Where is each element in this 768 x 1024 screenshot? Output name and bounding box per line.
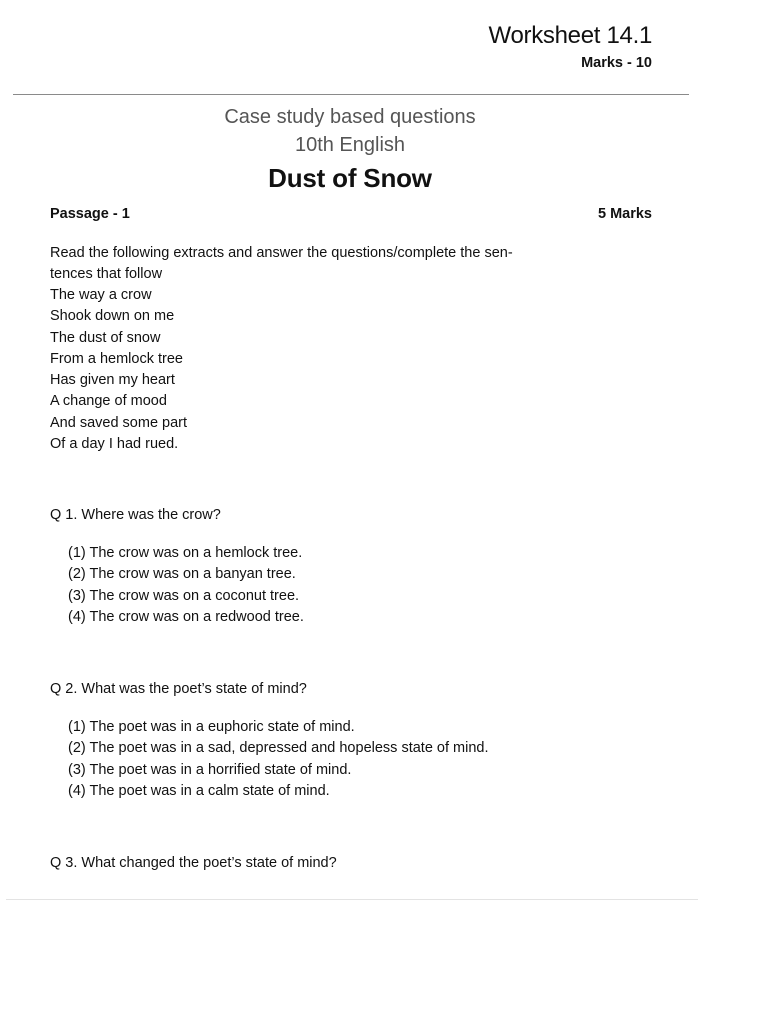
- poem-line: From a hemlock tree: [50, 350, 183, 367]
- worksheet-title: Worksheet 14.1: [488, 22, 652, 49]
- passage-label: Passage - 1: [50, 206, 130, 222]
- question-3: Q 3. What changed the poet’s state of mind?: [50, 855, 337, 871]
- option-item: (2) The crow was on a banyan tree.: [68, 566, 296, 583]
- poem-line: The dust of snow: [50, 329, 161, 346]
- chapter-title: Dust of Snow: [268, 163, 432, 193]
- option-item: (1) The poet was in a euphoric state of mind.: [68, 719, 355, 735]
- poem-line: Of a day I had rued.: [50, 436, 179, 453]
- option-item: (4) The poet was in a calm state of mind.: [68, 782, 330, 799]
- poem-extract: [50, 285, 570, 455]
- question-2-options: [68, 717, 489, 802]
- poem-line: Shook down on me: [50, 308, 175, 325]
- poem-line: The way a crow: [50, 287, 152, 303]
- question-1: Q 1. Where was the crow?: [50, 507, 221, 523]
- poem-line: And saved some part: [50, 414, 188, 431]
- instruction-line: Read the following extracts and answer the questions/complete the sen-: [50, 245, 513, 261]
- option-item: (2) The poet was in a sad, depressed and hopeless state of mind.: [68, 740, 489, 757]
- subtitle-class: 10th English: [294, 134, 406, 156]
- poem-line: Has given my heart: [50, 372, 175, 389]
- passage-marks: 5 Marks: [597, 206, 652, 222]
- option-item: (1) The crow was on a hemlock tree.: [68, 545, 303, 561]
- option-item: (3) The crow was on a coconut tree.: [68, 587, 300, 604]
- passage-instruction: [50, 243, 570, 286]
- question-1-options: [68, 543, 304, 628]
- header-divider: [13, 94, 689, 95]
- instruction-line: tences that follow: [50, 266, 163, 283]
- option-item: (3) The poet was in a horrified state of mind.: [68, 761, 352, 778]
- poem-line: A change of mood: [50, 393, 167, 410]
- subtitle-case-study: Case study based questions: [224, 106, 476, 128]
- total-marks: Marks - 10: [581, 55, 652, 71]
- option-item: (4) The crow was on a redwood tree.: [68, 608, 304, 625]
- question-2: Q 2. What was the poet’s state of mind?: [50, 681, 307, 697]
- page-bottom-divider: [6, 899, 698, 900]
